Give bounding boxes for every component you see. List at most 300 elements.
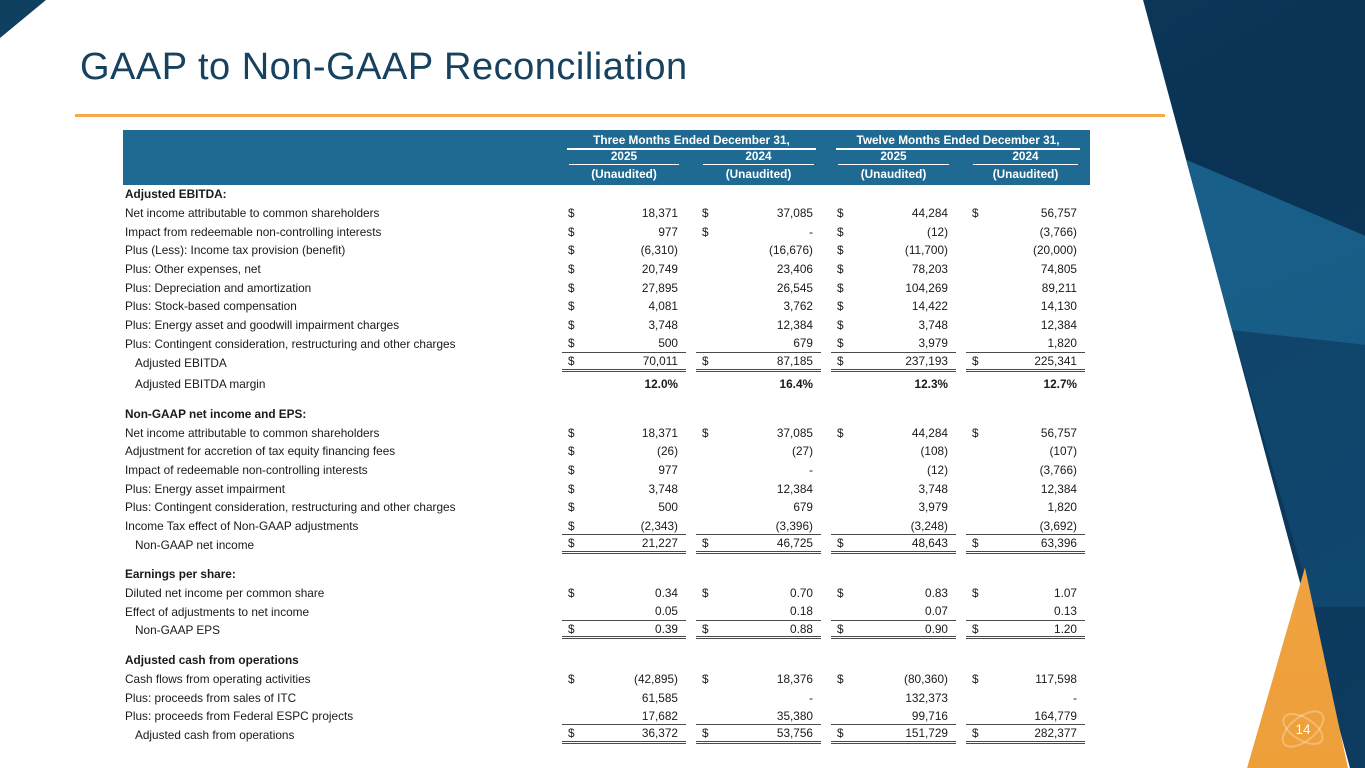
- cell-value: (12): [927, 462, 948, 477]
- value-cell: [562, 670, 686, 688]
- value-cell: [831, 670, 956, 688]
- currency-symbol: $: [568, 224, 575, 239]
- currency-symbol: $: [972, 425, 979, 440]
- table-row: [123, 517, 1090, 536]
- value-cell: [831, 584, 956, 602]
- row-label: Plus: Contingent consideration, restructuring and other charges: [125, 336, 456, 351]
- cell-value: 225,341: [1034, 354, 1077, 369]
- row-label: Impact from redeemable non-controlling interests: [125, 224, 382, 239]
- value-cell: [696, 517, 821, 535]
- cell-value: 3,979: [918, 500, 948, 515]
- cell-value: 1,820: [1047, 500, 1077, 515]
- currency-symbol: $: [568, 586, 575, 601]
- cell-value: 977: [658, 462, 678, 477]
- table-row: [123, 726, 1090, 745]
- cell-value: 0.18: [790, 604, 813, 619]
- currency-symbol: $: [837, 536, 844, 551]
- cell-value: 70,011: [642, 354, 678, 369]
- table-row: [123, 602, 1090, 621]
- cell-value: 12,384: [776, 318, 813, 333]
- row-label: Net income attributable to common shareholders: [125, 206, 380, 221]
- currency-symbol: $: [837, 586, 844, 601]
- value-cell: [966, 442, 1085, 460]
- row-label: Adjusted cash from operations: [135, 727, 295, 742]
- value-cell: [831, 260, 956, 278]
- value-cell: [831, 689, 956, 707]
- currency-symbol: $: [972, 671, 979, 686]
- table-row: [123, 423, 1090, 442]
- value-cell: [696, 223, 821, 241]
- value-cell: [831, 204, 956, 222]
- value-cell: [562, 584, 686, 602]
- currency-symbol: $: [702, 206, 709, 221]
- currency-symbol: $: [972, 206, 979, 221]
- value-cell: [696, 335, 821, 353]
- cell-value: 1.20: [1054, 621, 1077, 636]
- cell-value: 12.7%: [1043, 377, 1077, 392]
- year-header: 2025: [838, 149, 949, 165]
- section-gap: [123, 394, 1090, 405]
- cell-value: (27): [792, 444, 813, 459]
- currency-symbol: $: [837, 726, 844, 741]
- cell-value: -: [1073, 690, 1077, 705]
- currency-symbol: $: [568, 206, 575, 221]
- value-cell: [696, 204, 821, 222]
- cell-value: 117,598: [1035, 671, 1077, 686]
- value-cell: [966, 204, 1085, 222]
- value-cell: [562, 279, 686, 297]
- currency-symbol: $: [568, 318, 575, 333]
- currency-symbol: $: [837, 224, 844, 239]
- value-cell: [696, 670, 821, 688]
- cell-value: 12,384: [776, 481, 813, 496]
- cell-value: (3,766): [1039, 462, 1077, 477]
- row-label: Cash flows from operating activities: [125, 671, 311, 686]
- value-cell: [831, 603, 956, 621]
- value-cell: [562, 726, 686, 744]
- cell-value: 0.39: [655, 621, 678, 636]
- value-cell: [831, 517, 956, 535]
- row-label: Diluted net income per common share: [125, 586, 325, 601]
- table-row: [123, 688, 1090, 707]
- currency-symbol: $: [972, 726, 979, 741]
- row-label: Non-GAAP EPS: [135, 623, 221, 638]
- currency-symbol: $: [837, 318, 844, 333]
- row-label: Adjustment for accretion of tax equity financing fees: [125, 444, 396, 459]
- table-row: [123, 584, 1090, 603]
- table-row: [123, 461, 1090, 480]
- currency-symbol: $: [837, 425, 844, 440]
- cell-value: 16.4%: [779, 377, 813, 392]
- section-gap: [123, 554, 1090, 565]
- value-cell: [562, 297, 686, 315]
- currency-symbol: $: [568, 444, 575, 459]
- value-cell: [562, 223, 686, 241]
- value-cell: [966, 670, 1085, 688]
- title-underline: [75, 114, 1165, 117]
- cell-value: (26): [657, 444, 678, 459]
- value-cell: [966, 603, 1085, 621]
- value-cell: [831, 354, 956, 372]
- value-cell: [831, 498, 956, 516]
- table-header: [123, 130, 1090, 185]
- table-row: [123, 670, 1090, 689]
- table-row: [123, 241, 1090, 260]
- cell-value: (12): [927, 224, 948, 239]
- value-cell: [562, 354, 686, 372]
- value-cell: [966, 726, 1085, 744]
- row-label: Adjusted EBITDA margin: [135, 377, 266, 392]
- cell-value: 56,757: [1040, 425, 1077, 440]
- cell-value: (11,700): [904, 243, 948, 258]
- cell-value: 63,396: [1040, 536, 1077, 551]
- value-cell: [831, 279, 956, 297]
- currency-symbol: $: [702, 354, 709, 369]
- currency-symbol: $: [568, 280, 575, 295]
- cell-value: 44,284: [911, 425, 948, 440]
- currency-symbol: $: [568, 726, 575, 741]
- cell-value: 14,130: [1040, 299, 1077, 314]
- unaudited-label: (Unaudited): [860, 166, 927, 181]
- row-label: Net income attributable to common shareholders: [125, 425, 380, 440]
- currency-symbol: $: [568, 354, 575, 369]
- value-cell: [696, 442, 821, 460]
- currency-symbol: $: [837, 299, 844, 314]
- cell-value: 1,820: [1047, 336, 1077, 351]
- value-cell: [562, 335, 686, 353]
- table-row: [123, 335, 1090, 354]
- row-label: Non-GAAP net income: [135, 537, 255, 552]
- row-label: Plus (Less): Income tax provision (benefit): [125, 243, 346, 258]
- page-number: 14: [1295, 721, 1311, 737]
- row-label: Plus: Energy asset impairment: [125, 481, 285, 496]
- cell-value: 44,284: [911, 206, 948, 221]
- currency-symbol: $: [568, 243, 575, 258]
- cell-value: 99,716: [911, 708, 948, 723]
- value-cell: [966, 517, 1085, 535]
- cell-value: 282,377: [1034, 726, 1077, 741]
- column-group-twelve-months: Twelve Months Ended December 31,: [836, 133, 1080, 150]
- row-label: Plus: Depreciation and amortization: [125, 280, 312, 295]
- table-row: [123, 707, 1090, 726]
- cell-value: 3,748: [648, 318, 678, 333]
- value-cell: [966, 375, 1085, 393]
- cell-value: -: [809, 224, 813, 239]
- value-cell: [562, 480, 686, 498]
- value-cell: [562, 424, 686, 442]
- section-gap: [123, 640, 1090, 651]
- value-cell: [562, 316, 686, 334]
- section-header-label: Adjusted cash from operations: [125, 653, 299, 668]
- row-label: Plus: proceeds from sales of ITC: [125, 690, 297, 705]
- value-cell: [562, 707, 686, 725]
- currency-symbol: $: [568, 621, 575, 636]
- value-cell: [966, 461, 1085, 479]
- table-row: [123, 442, 1090, 461]
- cell-value: 3,748: [918, 318, 948, 333]
- currency-symbol: $: [837, 206, 844, 221]
- currency-symbol: $: [568, 481, 575, 496]
- value-cell: [831, 223, 956, 241]
- row-label: Adjusted EBITDA: [135, 355, 227, 370]
- value-cell: [831, 461, 956, 479]
- row-label: Plus: proceeds from Federal ESPC projects: [125, 709, 354, 724]
- cell-value: (3,766): [1039, 224, 1077, 239]
- cell-value: 0.13: [1054, 604, 1077, 619]
- value-cell: [966, 584, 1085, 602]
- value-cell: [696, 480, 821, 498]
- value-cell: [696, 241, 821, 259]
- currency-symbol: $: [568, 336, 575, 351]
- cell-value: 23,406: [776, 262, 813, 277]
- value-cell: [696, 424, 821, 442]
- cell-value: 12.3%: [914, 377, 948, 392]
- cell-value: 3,979: [918, 336, 948, 351]
- value-cell: [562, 517, 686, 535]
- value-cell: [966, 536, 1085, 554]
- section-header-row: [123, 185, 1090, 204]
- currency-symbol: $: [702, 586, 709, 601]
- cell-value: (108): [920, 444, 948, 459]
- value-cell: [696, 297, 821, 315]
- cell-value: 0.07: [925, 604, 948, 619]
- value-cell: [696, 461, 821, 479]
- currency-symbol: $: [837, 671, 844, 686]
- currency-symbol: $: [568, 500, 575, 515]
- value-cell: [562, 204, 686, 222]
- cell-value: (3,248): [910, 518, 948, 533]
- value-cell: [562, 621, 686, 639]
- cell-value: 18,376: [776, 671, 813, 686]
- cell-value: 12,384: [1040, 318, 1077, 333]
- value-cell: [696, 316, 821, 334]
- cell-value: 14,422: [911, 299, 948, 314]
- currency-symbol: $: [837, 621, 844, 636]
- cell-value: 1.07: [1054, 586, 1077, 601]
- value-cell: [831, 375, 956, 393]
- value-cell: [696, 536, 821, 554]
- cell-value: 37,085: [776, 206, 813, 221]
- cell-value: 78,203: [911, 262, 948, 277]
- cell-value: 0.90: [925, 621, 948, 636]
- currency-symbol: $: [568, 425, 575, 440]
- table-row: [123, 260, 1090, 279]
- top-left-corner-triangle: [0, 0, 46, 38]
- cell-value: 12.0%: [644, 377, 678, 392]
- cell-value: 500: [658, 336, 678, 351]
- value-cell: [966, 424, 1085, 442]
- value-cell: [562, 603, 686, 621]
- cell-value: 18,371: [641, 206, 678, 221]
- value-cell: [966, 260, 1085, 278]
- unaudited-label: (Unaudited): [591, 166, 657, 181]
- table-row: [123, 498, 1090, 517]
- cell-value: 3,748: [918, 481, 948, 496]
- cell-value: 27,895: [641, 280, 678, 295]
- section-header-row: [123, 651, 1090, 670]
- cell-value: 679: [793, 500, 813, 515]
- value-cell: [696, 498, 821, 516]
- currency-symbol: $: [972, 586, 979, 601]
- cell-value: -: [809, 462, 813, 477]
- value-cell: [562, 375, 686, 393]
- value-cell: [562, 260, 686, 278]
- cell-value: 132,373: [905, 690, 948, 705]
- cell-value: (20,000): [1033, 243, 1077, 258]
- currency-symbol: $: [568, 299, 575, 314]
- section-header-label: Non-GAAP net income and EPS:: [125, 406, 307, 421]
- value-cell: [562, 461, 686, 479]
- section-header-label: Earnings per share:: [125, 567, 236, 582]
- value-cell: [696, 584, 821, 602]
- cell-value: (6,310): [640, 243, 678, 258]
- cell-value: 87,185: [776, 354, 813, 369]
- value-cell: [966, 707, 1085, 725]
- value-cell: [831, 480, 956, 498]
- cell-value: 26,545: [776, 280, 813, 295]
- cell-value: -: [809, 690, 813, 705]
- value-cell: [966, 241, 1085, 259]
- value-cell: [696, 707, 821, 725]
- table-row: [123, 204, 1090, 223]
- row-label: Plus: Stock-based compensation: [125, 299, 297, 314]
- cell-value: 74,805: [1040, 262, 1077, 277]
- currency-symbol: $: [837, 354, 844, 369]
- cell-value: 61,585: [641, 690, 678, 705]
- cell-value: 0.70: [790, 586, 813, 601]
- currency-symbol: $: [972, 536, 979, 551]
- value-cell: [831, 297, 956, 315]
- currency-symbol: $: [837, 243, 844, 258]
- cell-value: 36,372: [641, 726, 678, 741]
- currency-symbol: $: [972, 354, 979, 369]
- value-cell: [966, 335, 1085, 353]
- table-row: [123, 353, 1090, 372]
- cell-value: (107): [1049, 444, 1077, 459]
- value-cell: [831, 536, 956, 554]
- value-cell: [562, 536, 686, 554]
- value-cell: [831, 707, 956, 725]
- currency-symbol: $: [837, 280, 844, 295]
- row-label: Plus: Other expenses, net: [125, 262, 261, 277]
- cell-value: 17,682: [641, 708, 678, 723]
- year-header: 2024: [703, 149, 814, 165]
- value-cell: [831, 621, 956, 639]
- currency-symbol: $: [702, 536, 709, 551]
- value-cell: [696, 375, 821, 393]
- currency-symbol: $: [568, 536, 575, 551]
- currency-symbol: $: [702, 425, 709, 440]
- cell-value: 977: [658, 224, 678, 239]
- cell-value: (16,676): [769, 243, 813, 258]
- value-cell: [966, 689, 1085, 707]
- row-label: Impact of redeemable non-controlling interests: [125, 462, 368, 477]
- section-header-row: [123, 565, 1090, 584]
- cell-value: 0.05: [655, 604, 678, 619]
- cell-value: 0.34: [655, 586, 678, 601]
- value-cell: [966, 279, 1085, 297]
- value-cell: [696, 689, 821, 707]
- cell-value: (3,692): [1039, 518, 1077, 533]
- currency-symbol: $: [702, 621, 709, 636]
- table-body: [123, 185, 1090, 744]
- cell-value: 3,748: [648, 481, 678, 496]
- value-cell: [966, 480, 1085, 498]
- section-header-label: Adjusted EBITDA:: [125, 187, 227, 202]
- unaudited-label: (Unaudited): [992, 166, 1059, 181]
- reconciliation-table: [123, 130, 1090, 744]
- value-cell: [966, 498, 1085, 516]
- value-cell: [562, 442, 686, 460]
- value-cell: [831, 424, 956, 442]
- cell-value: 21,227: [641, 536, 678, 551]
- cell-value: 4,081: [648, 299, 678, 314]
- cell-value: 500: [658, 500, 678, 515]
- cell-value: 164,779: [1034, 708, 1077, 723]
- row-label: Effect of adjustments to net income: [125, 604, 310, 619]
- table-row: [123, 621, 1090, 640]
- currency-symbol: $: [702, 726, 709, 741]
- table-row: [123, 479, 1090, 498]
- table-row: [123, 222, 1090, 241]
- currency-symbol: $: [972, 621, 979, 636]
- row-label: Plus: Energy asset and goodwill impairment charges: [125, 318, 400, 333]
- value-cell: [966, 297, 1085, 315]
- cell-value: 46,725: [776, 536, 813, 551]
- value-cell: [562, 241, 686, 259]
- table-row: [123, 316, 1090, 335]
- currency-symbol: $: [568, 671, 575, 686]
- cell-value: 18,371: [641, 425, 678, 440]
- table-row: [123, 297, 1090, 316]
- cell-value: 37,085: [776, 425, 813, 440]
- cell-value: 35,380: [776, 708, 813, 723]
- year-header: 2024: [973, 149, 1078, 165]
- value-cell: [831, 726, 956, 744]
- row-label: Income Tax effect of Non-GAAP adjustments: [125, 519, 359, 534]
- value-cell: [696, 603, 821, 621]
- currency-symbol: $: [568, 518, 575, 533]
- table-row: [123, 535, 1090, 554]
- cell-value: 151,729: [905, 726, 948, 741]
- value-cell: [966, 316, 1085, 334]
- cell-value: (80,360): [904, 671, 948, 686]
- value-cell: [696, 726, 821, 744]
- currency-symbol: $: [702, 671, 709, 686]
- unaudited-label: (Unaudited): [725, 166, 792, 181]
- currency-symbol: $: [837, 262, 844, 277]
- value-cell: [966, 621, 1085, 639]
- cell-value: 89,211: [1041, 280, 1077, 295]
- cell-value: 3,762: [783, 299, 813, 314]
- row-label: Plus: Contingent consideration, restructuring and other charges: [125, 500, 456, 515]
- cell-value: 0.83: [925, 586, 948, 601]
- section-header-row: [123, 405, 1090, 424]
- column-group-three-months: Three Months Ended December 31,: [567, 133, 816, 150]
- slide-title: GAAP to Non-GAAP Reconciliation: [80, 46, 688, 88]
- currency-symbol: $: [837, 336, 844, 351]
- year-header: 2025: [569, 149, 679, 165]
- cell-value: 237,193: [905, 354, 948, 369]
- value-cell: [696, 279, 821, 297]
- cell-value: 0.88: [790, 621, 813, 636]
- cell-value: 48,643: [911, 536, 948, 551]
- table-row: [123, 375, 1090, 394]
- cell-value: 56,757: [1040, 206, 1077, 221]
- value-cell: [831, 442, 956, 460]
- cell-value: 12,384: [1040, 481, 1077, 496]
- cell-value: (3,396): [775, 518, 813, 533]
